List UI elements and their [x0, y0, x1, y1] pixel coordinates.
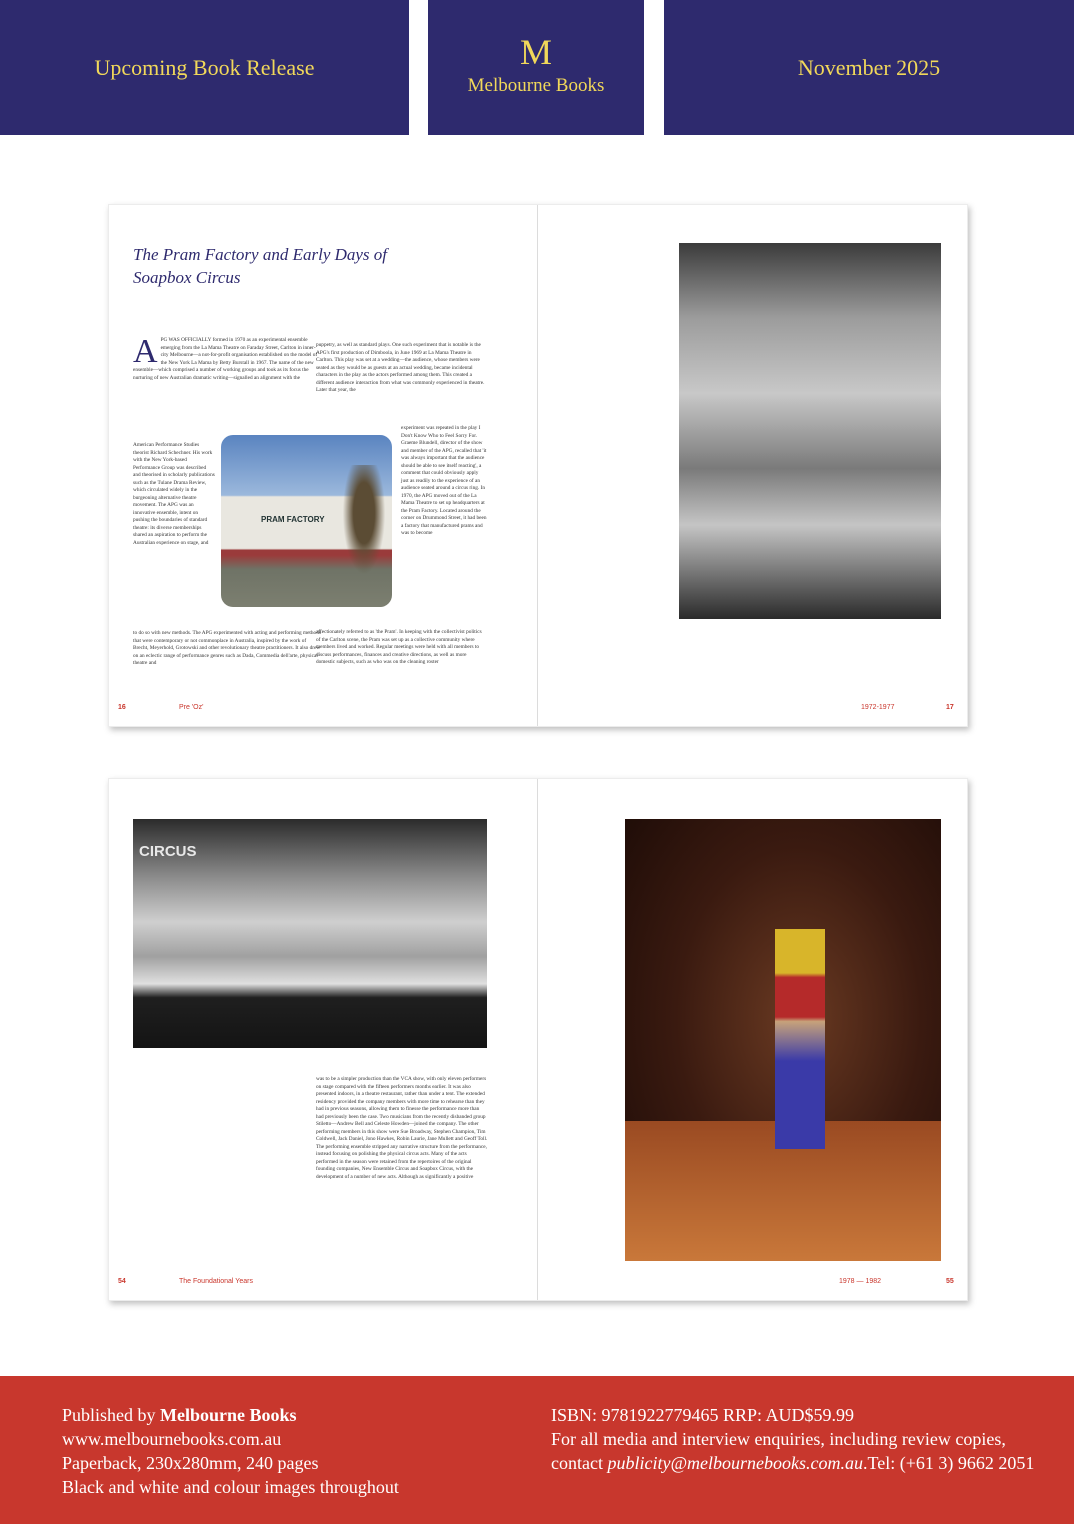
body-column: was to be a simpler production than the VCA show, with only eleven performers on stage compared with the fifteen performers months earlier. It was also presented indoors, in a theatre restaurant, rather than under a tent. The extended residency provided the company members with more time to rehearse than they had in previous seasons, allowing them to finesse the performance more than had previously been the case. Two musicians from the recently disbanded group Stiletto—Andrew Bell and Celeste Howden—joined the company. The other performing members in this show were Sue Broadway, Stephen Champion, Tim Coldwell, Jack Daniel, Jono Hawkes, Robin Laurie, Jane Mullett and Geoff Toll. The performing ensemble stripped any narrative structure from the performance, instead focusing on polishing the physical circus acts. Many of the acts performed in the season were retained from the repertoires of the original founding companies, New Ensemble Circus and Soapbox Circus, with the development of a number of new acts. Although as significantly a positive: [316, 1076, 488, 1180]
logo-name: Melbourne Books: [467, 75, 605, 96]
chair-balancing-photo: [625, 819, 941, 1261]
page-number-17: 17: [946, 704, 954, 711]
publisher-logo: [428, 0, 644, 135]
body-column-2-top: puppetry, as well as standard plays. One such experiment that is notable is the APG's first production of Dimboola, in June 1969 at La Mama Theatre in Carlton. This play was set at a wedding—the audience, whose members were seated as they would be as guests at an actual wedding, became incidental characters in the play as the actors performed among them. This created a different audience interaction from what was commonly experienced in theatre. Later that year, the: [316, 342, 485, 393]
circus-sign: CIRCUS: [139, 843, 197, 860]
telephone: .Tel: (+61 3) 9662 2051: [863, 1453, 1035, 1473]
running-head-right: 1978 — 1982: [839, 1278, 882, 1285]
website-link[interactable]: www.melbournebooks.com.au: [62, 1429, 282, 1449]
book-spread-pages-16-17: [108, 204, 968, 727]
release-label: Upcoming Book Release: [94, 55, 315, 80]
spread-gutter: [537, 779, 538, 1300]
page-number-16: 16: [118, 704, 126, 711]
tree: [339, 465, 389, 585]
logo-letter: M: [519, 32, 552, 72]
acrobatic-troupe-photo: [679, 243, 941, 619]
enquiries-note: For all media and interview enquiries, including review copies,: [551, 1429, 1006, 1449]
body-column-2-narrow: experiment was repeated in the play I Don't Know Who to Feel Sorry For. Graeme Blundell, director of the show and member of the APG, recalled that 'it was always important that the audience should be able to see itself reacting', a comment that could obviously apply just as readily to the experience of an audience seated around a circus ring. In 1970, the APG moved out of the La Mama Theatre to set up headquarters at the Pram Factory. Located around the corner on Drummond Street, it had been a factory that manufactured prams and was to become: [401, 425, 487, 536]
release-date: November 2025: [797, 55, 941, 80]
body-text: PG WAS OFFICIALLY formed in 1970 as an experimental ensemble emerging from the La Mama Theatre on Faraday Street, Carlton in inner-city Melbourne—a not-for-profit organisation established on the model of the New York La Mama by Betty Burstall in 1967. The name of the new ensemble—which comprised a number of working groups and took as its focus the nurturing of new Australian dramatic writing—signalled an alignment with the: [133, 337, 318, 381]
header-right-panel: [664, 0, 1074, 135]
email-link[interactable]: publicity@melbournebooks.com.au: [607, 1453, 863, 1473]
factory-sign: PRAM FACTORY: [261, 515, 325, 524]
running-head-left: The Foundational Years: [179, 1278, 253, 1285]
spread-gutter: [537, 205, 538, 726]
pram-factory-photo: [221, 435, 392, 607]
chair-stack: [775, 929, 825, 1149]
running-head-left: Pre 'Oz': [179, 704, 204, 711]
book-spread-pages-54-55: [108, 778, 968, 1301]
published-by: Published by Melbourne Books: [62, 1405, 297, 1425]
contact-line: contact publicity@melbournebooks.com.au.Tel: (+61 3) 9662 2051: [551, 1453, 1035, 1473]
body-column-1-bottom: to do so with new methods. The APG experimented with acting and performing methods that were contemporary or not commonplace in Australia, inspired by the work of Brecht, Meyerhold, Grotowski and other revolutionary theatre practitioners. It also drew on an eclectic range of performance genres such as Dada, Commedia dell'arte, physical theatre and: [133, 630, 321, 666]
book-format: Paperback, 230x280mm, 240 pages: [62, 1453, 319, 1473]
body-column-1-narrow: American Performance Studies theorist Richard Schechner. His work with the New York-based Performance Group was described and theorised in scholarly publications such as the Tulane Drama Review, which circulated widely in the burgeoning alternative theatre movement. The APG was an innovative ensemble, intent on pushing the boundaries of standard theatre: its diverse memberships shared an aspiration to perform the Australian experience on stage, and: [133, 442, 215, 546]
body-column-1-top: [133, 333, 321, 382]
footer-info: [0, 1376, 1074, 1524]
images-note: Black and white and colour images throughout: [62, 1477, 399, 1497]
isbn-rrp: ISBN: 9781922779465 RRP: AUD$59.99: [551, 1405, 855, 1425]
circus-stage-photo: [133, 819, 487, 1048]
header-left-panel: [0, 0, 409, 135]
drop-cap: A: [133, 333, 158, 370]
page-number-54: 54: [118, 1278, 126, 1285]
publisher-name: Melbourne Books: [160, 1405, 297, 1425]
page-number-55: 55: [946, 1278, 954, 1285]
body-column-2-bottom: affectionately referred to as 'the Pram'. In keeping with the collectivist politics of the Carlton scene, the Pram was set up as a collective community where members lived and worked. Regular meetings were held with all members to discuss performances, finances and creative directions, as well as more domestic subjects, such as who was on the cleaning roster: [316, 629, 482, 665]
chapter-title: The Pram Factory and Early Days of Soapbox Circus: [133, 245, 388, 287]
running-head-right: 1972-1977: [861, 704, 895, 711]
